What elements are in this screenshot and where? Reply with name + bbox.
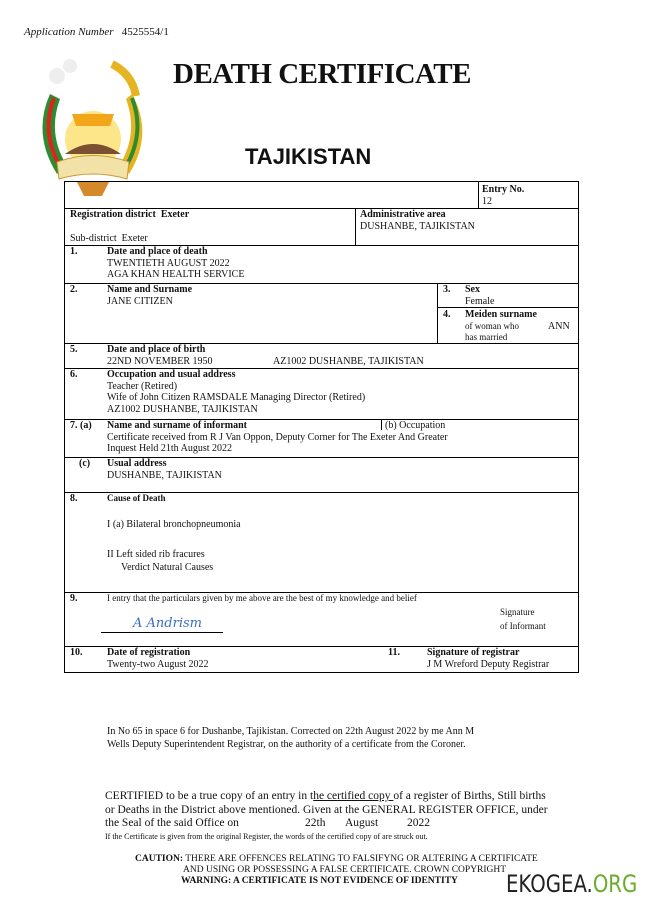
caution-text: AND USING OR POSSESSING A FALSE CERTIFICATE. CROWN COPYRIGHT <box>183 865 507 875</box>
field-9-declaration <box>65 592 578 647</box>
field-number: 4. <box>443 309 451 320</box>
field-label: Date and place of death <box>107 246 208 257</box>
occupation-detail: Wife of John Citizen RAMSDALE Managing Director (Retired) <box>107 392 366 403</box>
field-2-name <box>65 283 578 344</box>
watermark-text: ORG <box>592 870 638 898</box>
field-number: 9. <box>70 593 78 604</box>
field-number: (c) <box>79 458 91 469</box>
signature-label: Signature <box>500 607 535 617</box>
certified-month: August <box>345 817 379 829</box>
maiden-label: Meiden surname <box>465 309 537 320</box>
caution-text: THERE ARE OFFENCES RELATING TO FALSIFYNG OR ALTERING A CERTIFICATE <box>185 854 538 864</box>
field-label: Cause of Death <box>107 493 166 503</box>
field-7a-informant <box>65 419 578 458</box>
field-number: 5. <box>70 344 78 355</box>
application-number <box>24 26 169 38</box>
subdistrict-label: Sub-district <box>70 233 117 244</box>
death-place: AGA KHAN HEALTH SERVICE <box>107 269 245 280</box>
entry-label: Entry No. <box>482 184 525 195</box>
field-number: 3. <box>443 284 451 295</box>
field-number: 1. <box>70 246 78 257</box>
certified-underlined: he certified copy <box>313 790 394 802</box>
field-label: Signature of registrar <box>427 647 520 658</box>
field-number: 7. (a) <box>70 420 92 431</box>
informant-address: DUSHANBE, TAJIKISTAN <box>107 469 222 481</box>
sex-value: Female <box>465 295 495 307</box>
sex-label: Sex <box>465 284 480 295</box>
certification-text <box>105 790 548 842</box>
field-number: 11. <box>388 647 400 658</box>
occupation: Teacher (Retired) <box>107 380 178 392</box>
watermark-text: EKOGEA. <box>506 870 593 898</box>
field-5-birth <box>65 343 578 369</box>
field-number: 2. <box>70 284 78 295</box>
subdistrict-value: Exeter <box>121 233 148 244</box>
entry-row <box>65 182 578 209</box>
registration-date: Twenty-two August 2022 <box>107 658 209 670</box>
inquest-text: Inquest Held 21th August 2022 <box>107 443 232 454</box>
certified-day: 22th <box>305 817 326 829</box>
field-label: Name and Surname <box>107 284 193 295</box>
correction-line: Wells Deputy Superintendent Registrar, on the authority of a certificate from the Coroner. <box>107 739 466 750</box>
country-heading: TAJIKISTAN <box>245 144 372 169</box>
signature-label: of Informant <box>500 621 546 631</box>
cause-primary: I (a) Bilateral bronchopneumonia <box>107 519 241 530</box>
entry-number: 12 <box>482 195 492 207</box>
field-label: Usual address <box>107 458 167 469</box>
caution-label: CAUTION: <box>135 854 184 864</box>
field-label: Occupation and usual address <box>107 369 236 380</box>
maiden-sublabel: of woman who <box>465 320 519 331</box>
certified-text: or Deaths in the District above mentioned. Given at the GENERAL REGISTER OFFICE, under <box>105 803 548 816</box>
registrar-name: J M Wreford Deputy Registrar <box>427 658 550 670</box>
district-value: Exeter <box>160 209 190 220</box>
signature-line <box>101 632 223 633</box>
birth-date: 22ND NOVEMBER 1950 <box>107 355 213 367</box>
cause-secondary: II Left sided rib fracures <box>107 549 205 560</box>
maiden-value: ANN <box>548 321 570 332</box>
admin-area-value: DUSHANBE, TAJIKISTAN <box>360 220 475 232</box>
informant-signature: A Andrism <box>133 616 202 631</box>
certified-text: CERTIFIED to be a true copy of an entry in t <box>105 790 314 802</box>
certified-note: If the Certificate is given from the original Register, the words of the certified copy of are struck out. <box>105 831 428 841</box>
death-date: TWENTIETH AUGUST 2022 <box>107 257 230 269</box>
field-number: 10. <box>70 647 83 658</box>
certified-text: the Seal of the said Office on <box>105 817 239 829</box>
field-number: 8. <box>70 493 78 504</box>
field-label: Date and place of birth <box>107 344 206 355</box>
occupation-label: (b) Occupation <box>385 420 446 431</box>
field-label: Date of registration <box>107 647 191 658</box>
admin-area-label: Administrative area <box>360 209 446 220</box>
register-entry-table <box>64 181 579 673</box>
informant-text: Certificate received from R J Van Oppon, Deputy Corner for The Exeter And Greater <box>107 431 448 443</box>
application-value: 4525554/1 <box>121 26 169 38</box>
field-number: 6. <box>70 369 78 380</box>
field-1-death <box>65 245 578 284</box>
birth-place: AZ1002 DUSHANBE, TAJIKISTAN <box>273 355 424 367</box>
certified-year: 2022 <box>407 817 430 829</box>
district-label: Registration district <box>70 209 156 220</box>
field-10-11-registration <box>65 646 578 673</box>
correction-line: In No 65 in space 6 for Dushanbe, Tajikistan. Corrected on 22th August 2022 by me Ann M <box>107 726 475 737</box>
registration-row <box>65 208 578 246</box>
application-label: Application Number <box>24 26 114 38</box>
certified-text: of a register of Births, Still births <box>393 790 546 802</box>
field-label: Name and surname of informant <box>107 420 247 431</box>
coat-of-arms-emblem <box>32 54 154 202</box>
field-8-cause <box>65 492 578 593</box>
usual-address: AZ1002 DUSHANBE, TAJIKISTAN <box>107 403 258 415</box>
field-6-occupation <box>65 368 578 420</box>
watermark-logo <box>506 870 637 898</box>
declaration-text: I entry that the particulars given by me above are the best of my knowledge and belief <box>107 593 417 603</box>
identity-warning: WARNING: A CERTIFICATE IS NOT EVIDENCE OF IDENTITY <box>181 876 458 886</box>
correction-note <box>107 725 474 751</box>
document-title: DEATH CERTIFICATE <box>173 58 471 90</box>
deceased-name: JANE CITIZEN <box>107 295 173 307</box>
caution-block <box>135 854 538 887</box>
maiden-sublabel: has married <box>465 332 508 342</box>
field-7c-address <box>65 457 578 493</box>
verdict: Verdict Natural Causes <box>121 562 214 573</box>
